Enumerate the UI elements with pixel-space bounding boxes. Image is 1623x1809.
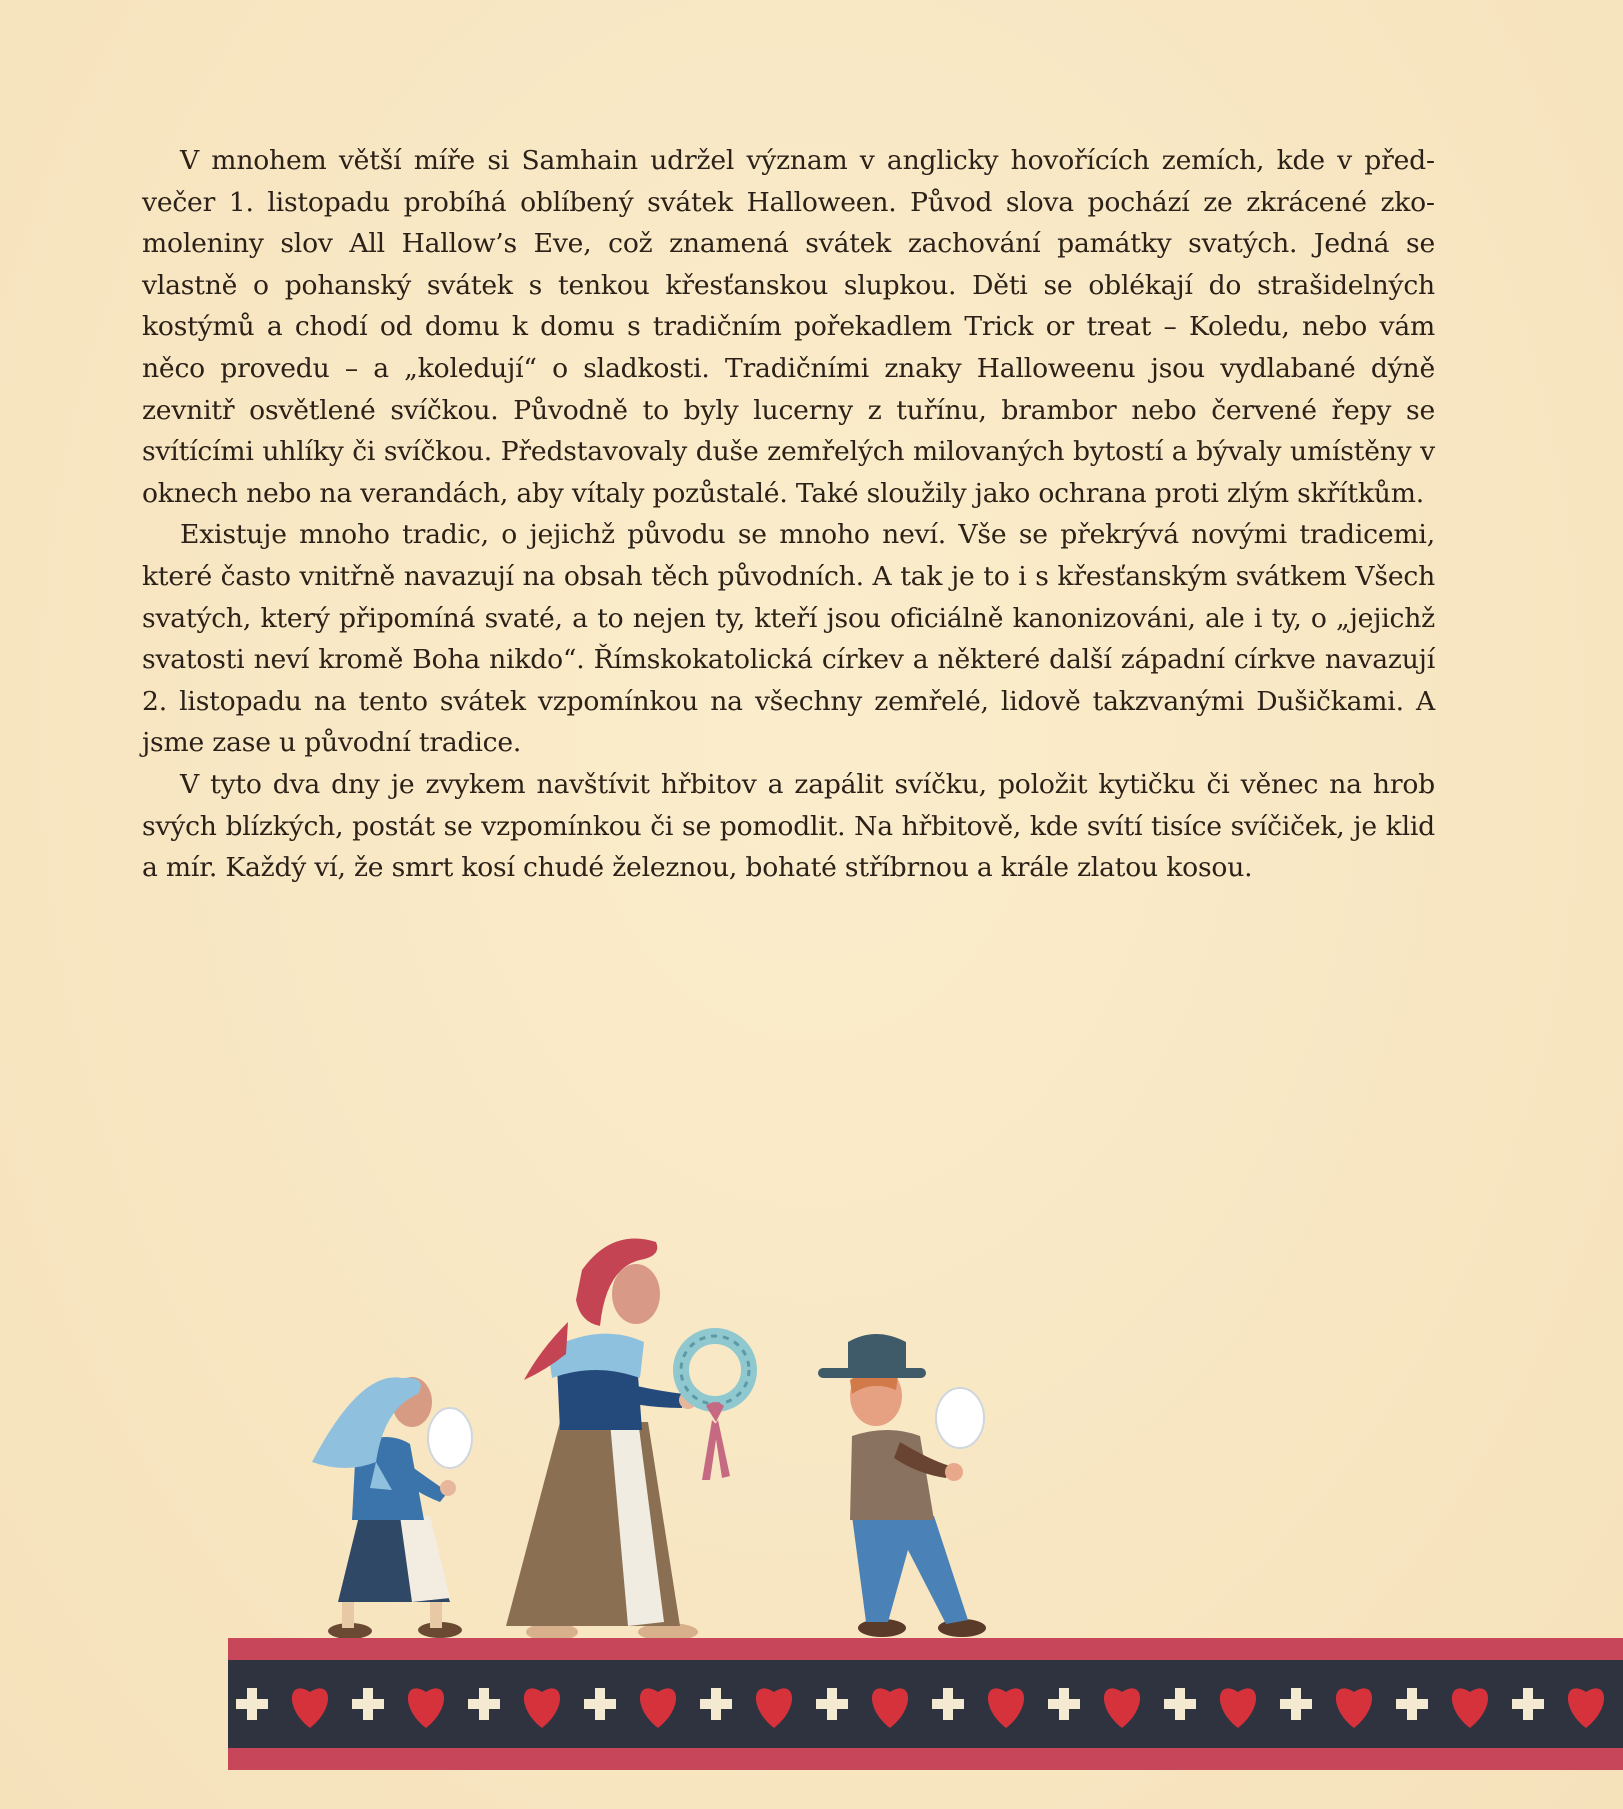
- old-woman-figure: [506, 1239, 749, 1642]
- paragraph-3: V tyto dva dny je zvykem navštívit hřbitov a zapálit svíčku, položit kytičku či věnec na hrob svých blízkých, postát se vzpomínkou či se pomodlit. Na hřbitově, kde svítí tisíce svíčiček, je klid a mír. Každý ví, že smrt kosí chudé železnou, bohaté stříbrnou a krále zlatou kosou.: [142, 768, 1435, 884]
- paragraph-2: Existuje mnoho tradic, o jejichž původu se mnoho neví. Vše se překrývá novými tradicemi, které často vnitřně navazují na obsah těch původních. A tak je to i s křesťanským svátkem Všech svatých, který připomíná svaté, a to nejen ty, kteří jsou oficiálně kanonizováni, ale i ty, o „jejichž svatosti neví kromě Boha nikdo“. Římskokatolická církev a některé další západní církve navazují 2. listopadu na tento svátek vzpomínkou na všechny zemřelé, lidově takzvanými Dušičkami. A jsme zase u původní tradice.: [142, 519, 1435, 759]
- procession-illustration: [0, 1230, 1623, 1809]
- article-text: [142, 140, 1435, 889]
- folk-border: [228, 1638, 1623, 1770]
- little-girl-figure: [312, 1377, 472, 1639]
- paragraph-1: V mnohem větší míře si Samhain udržel význam v anglicky hovořících zemích, kde v předvečer 1. listopadu probíhá oblíbený svátek Halloween. Původ slova pochází ze zkrácené zkomoleniny slov All Hallow’s Eve, což znamená svátek zachování památky svatých. Jedná se vlastně o pohanský svátek s tenkou křesťanskou slupkou. Děti se oblékají do strašidelných kostýmů a chodí od domu k domu s tradičním pořekadlem Trick or treat – Koledu, nebo vám něco provedu – a „koledují“ o sladkosti. Tradičními znaky Halloweenu jsou vydlabané dýně zevnitř osvětlené svíčkou. Původně to byly lucerny z tuřínu, brambor nebo červené řepy se svítícími uhlíky či svíčkou. Představovaly duše zemřelých milovaných bytostí a bývaly umístěny v oknech nebo na verandách, aby vítaly pozůstalé. Také sloužily jako ochrana proti zlým skřítkům.: [142, 145, 1435, 509]
- boy-figure: [818, 1334, 986, 1637]
